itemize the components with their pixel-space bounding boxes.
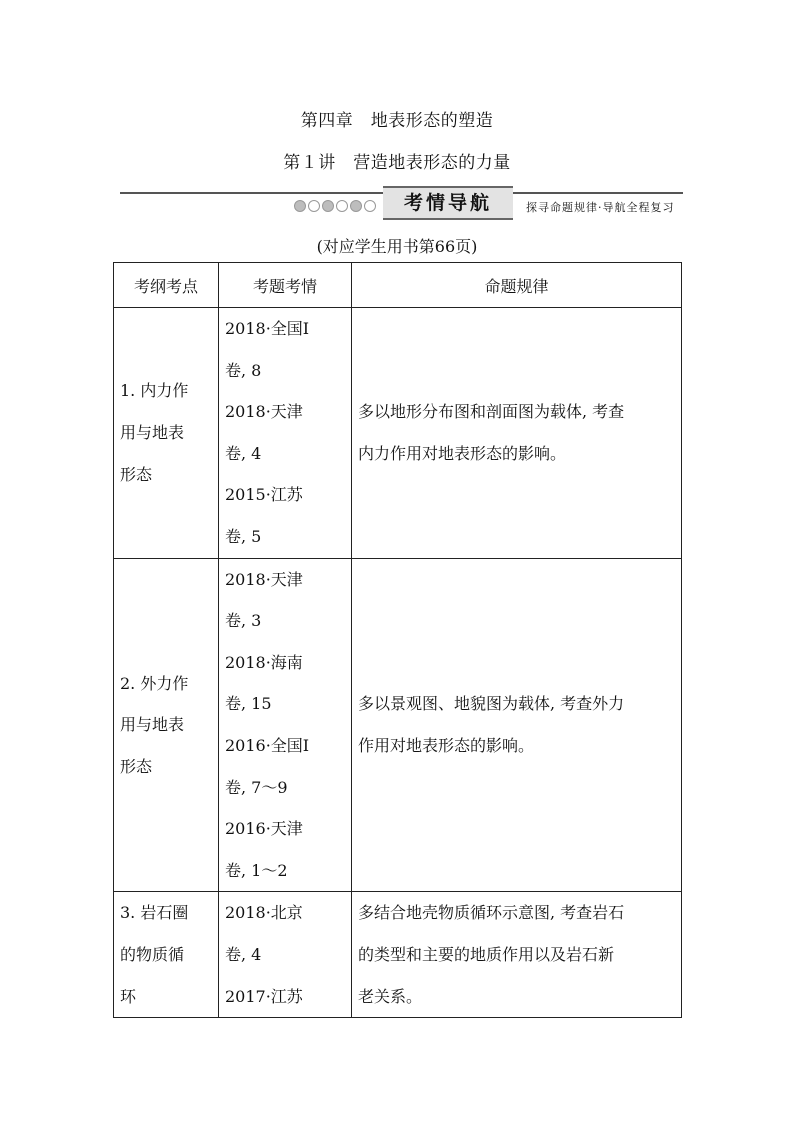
exams-cell — [219, 558, 352, 892]
exam-line: 卷, 15 — [225, 694, 272, 714]
exam-guide-table — [113, 262, 682, 1018]
exam-line: 2018·天津 — [225, 402, 303, 422]
rule-line: 多以地形分布图和剖面图为载体, 考查 — [358, 402, 625, 422]
topic-line: 环 — [120, 986, 137, 1006]
table-row — [114, 308, 682, 559]
topic-line: 1. 内力作 — [120, 381, 189, 401]
topic-cell — [114, 892, 219, 1018]
rule-line: 作用对地表形态的影响。 — [358, 735, 535, 755]
lesson-title: 第１讲 营造地表形态的力量 — [283, 153, 511, 173]
topic-line: 用与地表 — [120, 715, 185, 735]
page-reference: (对应学生用书第66页) — [316, 237, 478, 256]
rule-line: 老关系。 — [358, 986, 423, 1006]
exam-line: 2018·天津 — [225, 569, 303, 589]
exam-line: 2015·江苏 — [225, 485, 303, 505]
exam-line: 2017·江苏 — [225, 986, 303, 1006]
banner-dot — [294, 200, 306, 212]
exam-line: 卷, 1～2 — [225, 860, 288, 880]
header-topic: 考纲考点 — [114, 263, 219, 308]
rule-cell — [352, 308, 682, 559]
exam-line: 2016·天津 — [225, 819, 303, 839]
banner-dots-decoration — [294, 200, 376, 214]
topic-line: 3. 岩石圈 — [120, 903, 189, 923]
banner-dot — [336, 200, 348, 212]
banner-dot — [308, 200, 320, 212]
exam-line: 卷, 8 — [225, 360, 262, 380]
exam-line: 2018·北京 — [225, 903, 303, 923]
exam-line: 卷, 3 — [225, 611, 262, 631]
topic-line: 2. 外力作 — [120, 673, 189, 693]
exam-line: 2018·全国Ⅰ — [225, 319, 310, 338]
rule-cell — [352, 892, 682, 1018]
header-rule: 命题规律 — [352, 263, 682, 308]
exam-line: 2016·全国Ⅰ — [225, 735, 310, 755]
exam-line: 卷, 7～9 — [225, 777, 288, 797]
banner-title: 考情导航 — [383, 186, 513, 220]
rule-line: 的类型和主要的地质作用以及岩石新 — [358, 944, 615, 964]
table-row — [114, 892, 682, 1018]
banner-subtitle: 探寻命题规律·导航全程复习 — [526, 201, 675, 214]
rule-line: 多结合地壳物质循环示意图, 考查岩石 — [358, 903, 625, 923]
exam-line: 卷, 4 — [225, 944, 262, 964]
exams-cell — [219, 892, 352, 1018]
exams-cell — [219, 308, 352, 559]
rule-line: 内力作用对地表形态的影响。 — [358, 443, 567, 463]
table-row — [114, 558, 682, 892]
chapter-title: 第四章 地表形态的塑造 — [300, 111, 494, 131]
table-header-row — [114, 263, 682, 308]
exam-line: 卷, 5 — [225, 526, 262, 546]
topic-line: 用与地表 — [120, 422, 185, 442]
topic-cell — [114, 558, 219, 892]
exam-line: 2018·海南 — [225, 652, 303, 672]
banner-dot — [322, 200, 334, 212]
exam-line: 卷, 4 — [225, 443, 262, 463]
rule-cell — [352, 558, 682, 892]
topic-line: 形态 — [120, 756, 153, 776]
topic-line: 的物质循 — [120, 944, 185, 964]
header-exams: 考题考情 — [219, 263, 352, 308]
rule-line: 多以景观图、地貌图为载体, 考查外力 — [358, 694, 625, 714]
banner-dot — [350, 200, 362, 212]
topic-cell — [114, 308, 219, 559]
topic-line: 形态 — [120, 464, 153, 484]
banner-dot — [364, 200, 376, 212]
